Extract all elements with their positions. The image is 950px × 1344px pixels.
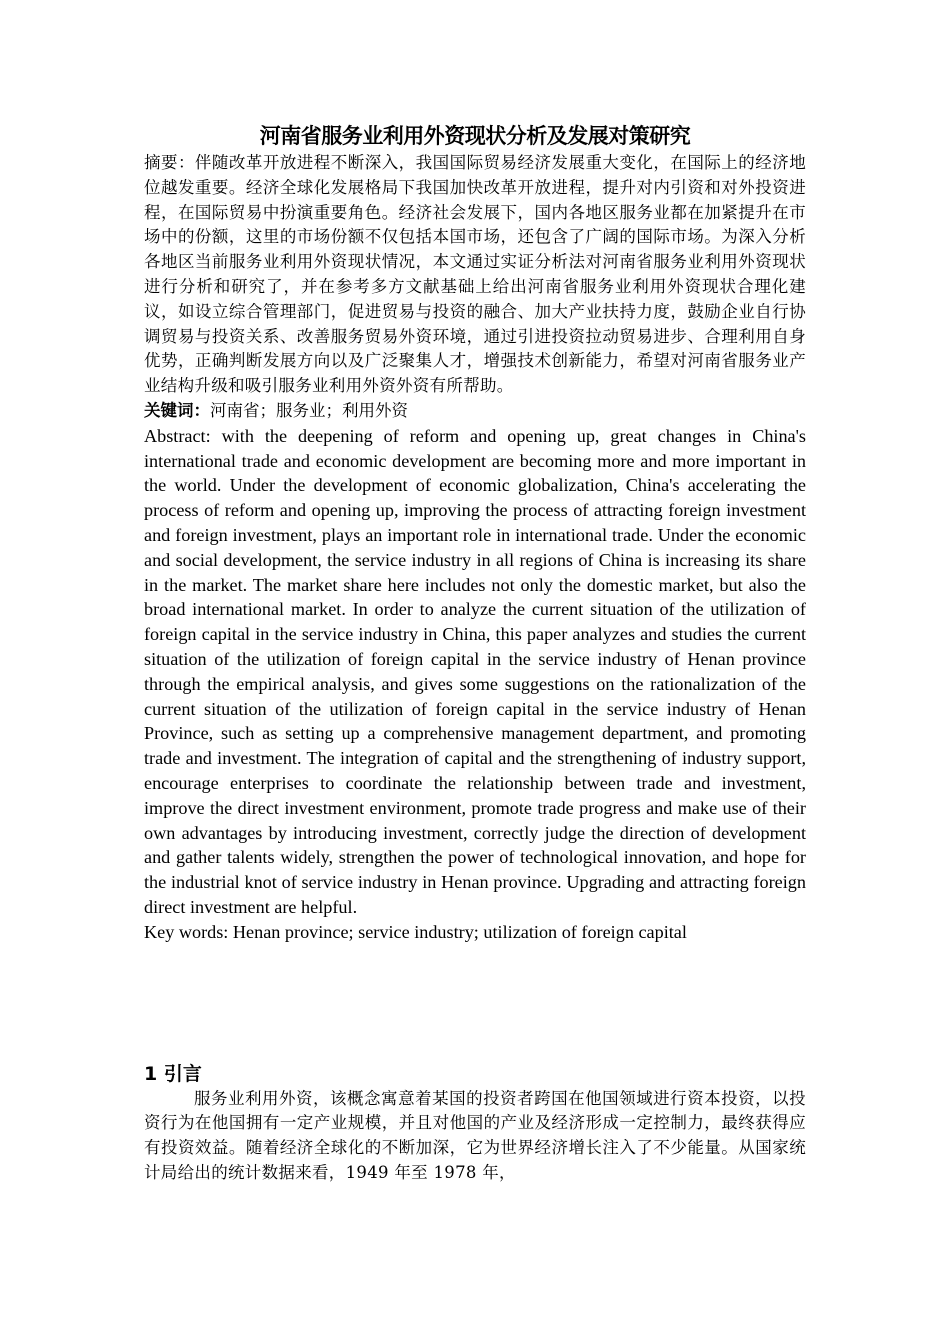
section-heading-introduction: 1 引言	[144, 1062, 202, 1085]
introduction-paragraph: 服务业利用外资，该概念寓意着某国的投资者跨国在他国领域进行资本投资，以投资行为在他国拥有一定产业规模，并且对他国的产业及经济形成一定控制力，最终获得应有投资效益。随着经济全球化的不断加深，它为世界经济增长注入了不少能量。从国家统计局给出的统计数据来看，1949 年至 1978 年，	[144, 1088, 806, 1182]
chinese-keywords-value: 河南省；服务业；利用外资	[210, 400, 408, 420]
english-abstract: Abstract: with the deepening of reform and opening up, great changes in China's international trade and economic development are becoming more and more important in the world. Under the development of economic globalization, China's accelerating the process of reform and opening up, improving the process of attracting foreign investment and foreign investment, plays an important role in international trade. Under the economic and social development, the service industry in all regions of China is increasing its share in the market. The market share here includes not only the domestic market, but also the broad international market. In order to analyze the current situation of the utilization of foreign capital in the service industry in China, this paper analyzes and studies the current situation of the utilization of foreign capital in the service industry of Henan province through the empirical analysis, and gives some suggestions on the rationalization of the current situation of the utilization of foreign capital in the service industry of Henan Province, such as setting up a comprehensive management department, and promoting trade and investment. The integration of capital and the strengthening of industry support, encourage enterprises to coordinate the relationship between trade and investment, improve the direct investment environment, promote trade progress and make use of their own advantages by introducing investment, correctly judge the direction of development and gather talents widely, strengthen the power of technological innovation, and hope for the industrial knot of service industry in Henan province. Upgrading and attracting foreign direct investment are helpful.	[144, 425, 806, 917]
english-keywords: Key words: Henan province; service industry; utilization of foreign capital	[144, 921, 687, 942]
chinese-keywords	[144, 399, 806, 424]
chinese-keywords-label: 关键词：	[144, 400, 210, 420]
paper-title: 河南省服务业利用外资现状分析及发展对策研究	[259, 124, 691, 148]
chinese-abstract: 摘要：伴随改革开放进程不断深入，我国国际贸易经济发展重大变化，在国际上的经济地位越发重要。经济全球化发展格局下我国加快改革开放进程，提升对内引资和对外投资进程，在国际贸易中扮演重要角色。经济社会发展下，国内各地区服务业都在加紧提升在市场中的份额，这里的市场份额不仅包括本国市场，还包含了广阔的国际市场。为深入分析各地区当前服务业利用外资现状情况，本文通过实证分析法对河南省服务业利用外资现状进行分析和研究了，并在参考多方文献基础上给出河南省服务业利用外资现状合理化建议，如设立综合管理部门，促进贸易与投资的融合、加大产业扶持力度，鼓励企业自行协调贸易与投资关系、改善服务贸易外资环境，通过引进投资拉动贸易进步、合理利用自身优势，正确判断发展方向以及广泛聚集人才，增强技术创新能力，希望对河南省服务业产业结构升级和吸引服务业利用外资外资有所帮助。	[144, 153, 806, 396]
document-page	[144, 121, 806, 1186]
